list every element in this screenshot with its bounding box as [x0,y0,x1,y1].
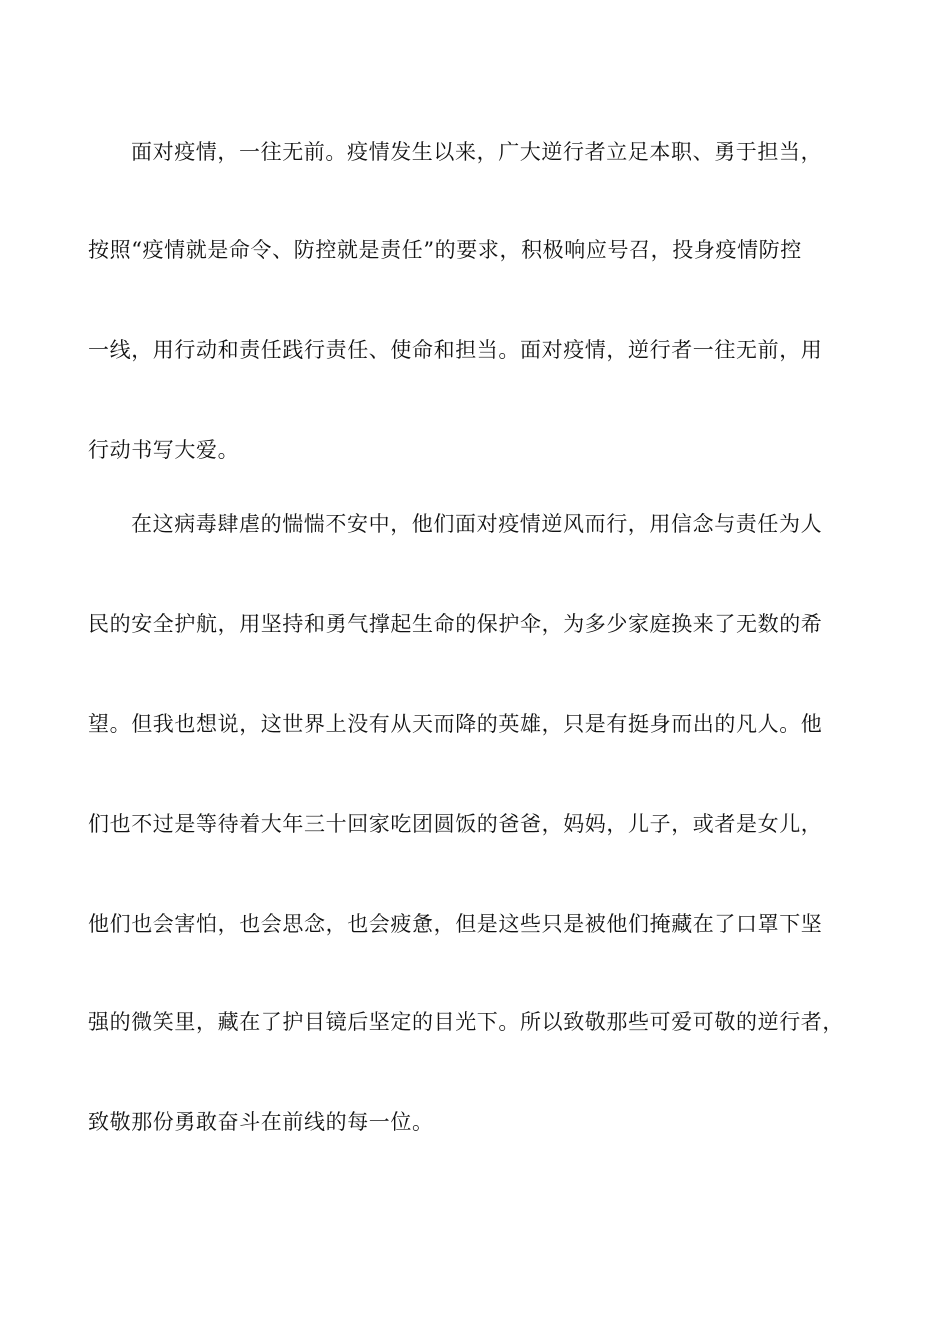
paragraph-2-line-5: 他们也会害怕，也会思念，也会疲惫，但是这些只是被他们掩藏在了口罩下坚 [88,912,823,936]
paragraph-2-line-1: 在这病毒肆虐的惴惴不安中，他们面对疫情逆风而行，用信念与责任为人 [131,512,823,536]
paragraph-2-line-6: 强的微笑里，藏在了护目镜后坚定的目光下。所以致敬那些可爱可敬的逆行者， [88,1010,844,1034]
paragraph-2-line-7: 致敬那份勇敢奋斗在前线的每一位。 [88,1110,434,1134]
paragraph-1-line-2: 按照“疫情就是命令、防控就是责任”的要求，积极响应号召，投身疫情防控 [88,238,802,262]
paragraph-1-line-1: 面对疫情，一往无前。疫情发生以来，广大逆行者立足本职、勇于担当， [131,140,823,164]
paragraph-1-line-4: 行动书写大爱。 [88,438,240,462]
paragraph-2-line-4: 们也不过是等待着大年三十回家吃团圆饭的爸爸，妈妈，儿子，或者是女儿， [88,812,823,836]
paragraph-1-line-3: 一线，用行动和责任践行责任、使命和担当。面对疫情，逆行者一往无前，用 [88,338,823,362]
paragraph-2-line-2: 民的安全护航，用坚持和勇气撑起生命的保护伞，为多少家庭换来了无数的希 [88,612,823,636]
paragraph-2-line-3: 望。但我也想说，这世界上没有从天而降的英雄，只是有挺身而出的凡人。他 [88,712,823,736]
